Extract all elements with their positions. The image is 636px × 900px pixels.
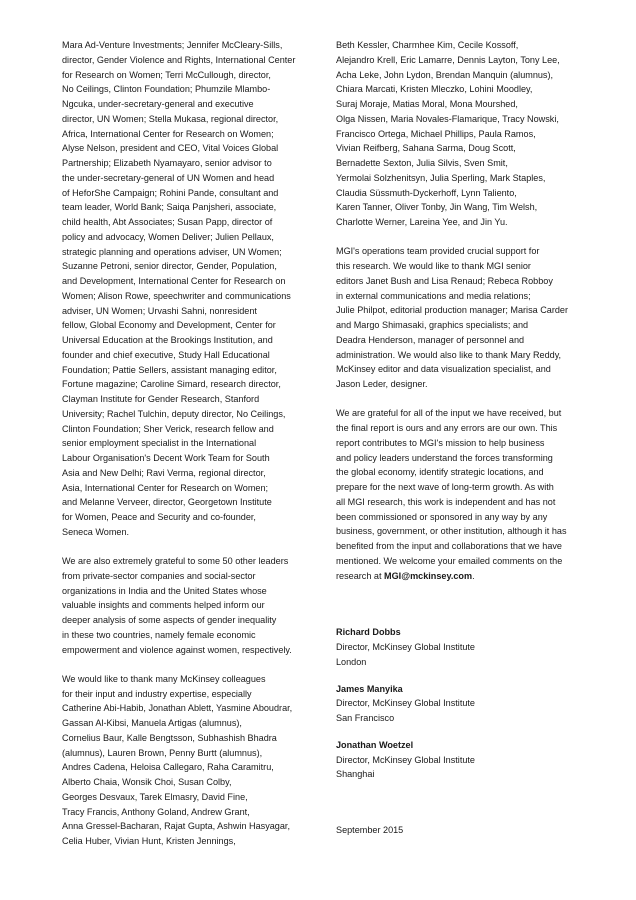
paragraph-partners xyxy=(62,38,330,540)
text-line: fellow, Global Economy and Development, Center for xyxy=(62,320,276,331)
paragraph-other-leaders xyxy=(62,554,330,657)
text-line: for their input and industry expertise, especially xyxy=(62,688,252,699)
text-line: and Development, International Center for Research on xyxy=(62,276,286,286)
text-line: Fortune magazine; Caroline Simard, research director, xyxy=(62,379,281,390)
text-line: Jason Leder, designer. xyxy=(336,379,428,389)
text-line: Chiara Marcati, Kristen Mleczko, Lohini Moodley, xyxy=(336,84,533,95)
text-line: Catherine Abi-Habib, Jonathan Ablett, Yasmine Aboudrar, xyxy=(62,703,293,714)
contact-email-link[interactable]: MGI@mckinsey.com xyxy=(384,570,473,581)
text-line: in these two countries, namely female economic xyxy=(62,629,256,640)
text-line: valuable insights and comments helped inform our xyxy=(62,600,265,611)
signatory-role: Director, McKinsey Global Institute xyxy=(336,754,475,765)
text-line: We are also extremely grateful to some 50 other leaders xyxy=(62,556,289,566)
text-line: Julie Philpot, editorial production manager; Marisa Carder xyxy=(336,305,569,316)
text-line: Olga Nissen, Maria Novales-Flamarique, Tracy Nowski, xyxy=(336,113,559,124)
text-line: prepare for the next wave of long-term growth. As with xyxy=(336,482,554,492)
left-column xyxy=(62,38,330,849)
text-line: deeper analysis of some aspects of gender inequality xyxy=(62,615,277,625)
text-line: Suraj Moraje, Matias Moral, Mona Mourshed, xyxy=(336,99,518,109)
text-line: Suzanne Petroni, senior director, Gender, Population, xyxy=(62,261,277,272)
right-column xyxy=(336,38,588,782)
signatory-name: Richard Dobbs xyxy=(336,627,401,638)
signatory-name: Jonathan Woetzel xyxy=(336,739,414,750)
disclaimer-last-line xyxy=(336,569,588,584)
signatory-role: Director, McKinsey Global Institute xyxy=(336,642,475,652)
text-line: Mara Ad-Venture Investments; Jennifer McCleary-Sills, xyxy=(62,40,283,50)
text-line: and policy leaders understand the forces transforming xyxy=(336,452,553,463)
text-line: Acha Leke, John Lydon, Brendan Manquin (alumnus), xyxy=(336,69,554,80)
signatory xyxy=(336,682,588,726)
text-line: this research. We would like to thank MGI senior xyxy=(336,261,531,271)
text-line: Universal Education at the Brookings Institution, and xyxy=(62,335,273,345)
disclaimer-period: . xyxy=(472,570,475,581)
text-line: for Women, Peace and Security and co-founder, xyxy=(62,512,256,522)
text-line: Anna Gressel-Bacharan, Rajat Gupta, Ashwin Hasyagar, xyxy=(62,821,290,832)
signatory xyxy=(336,738,588,782)
paragraph-colleagues-continued xyxy=(336,38,588,230)
text-line: Alberto Chaia, Wonsik Choi, Susan Colby, xyxy=(62,777,232,787)
text-line: We would like to thank many McKinsey colleagues xyxy=(62,673,266,684)
text-line: for Research on Women; Terri McCullough, director, xyxy=(62,69,271,80)
text-line: administration. We would also like to thank Mary Reddy, xyxy=(336,349,562,360)
text-line: team leader, World Bank; Saiqa Panjsheri, associate, xyxy=(62,202,277,213)
text-line: Gassan Al-Kibsi, Manuela Artigas (alumnus), xyxy=(62,718,242,728)
text-line: the global economy, identify strategic locations, and xyxy=(336,467,544,478)
text-line: and Margo Shimasaki, graphics specialists; and xyxy=(336,320,529,330)
text-line: empowerment and violence against women, respectively. xyxy=(62,644,292,655)
text-line: Yermolai Solzhenitsyn, Julia Sperling, Mark Staples, xyxy=(336,172,546,183)
text-line: Georges Desvaux, Tarek Elmasry, David Fine, xyxy=(62,791,248,802)
text-line: policy and advocacy, Women Deliver; Julien Pellaux, xyxy=(62,231,274,242)
text-line: Karen Tanner, Oliver Tonby, Jin Wang, Tim Welsh, xyxy=(336,202,538,213)
text-line: Clinton Foundation; Sher Verick, research fellow and xyxy=(62,423,274,434)
text-line: Deadra Henderson, manager of personnel and xyxy=(336,334,525,345)
signatory-block xyxy=(336,625,588,782)
signatory-name: James Manyika xyxy=(336,683,403,694)
signatory-city: San Francisco xyxy=(336,713,395,723)
text-line: Seneca Women. xyxy=(62,526,130,537)
text-line: Alyse Nelson, president and CEO, Vital Voices Global xyxy=(62,143,279,154)
text-line: and Melanne Verveer, director, Georgetown Institute xyxy=(62,497,272,508)
text-line: Claudia Süssmuth-Dyckerhoff, Lynn Taliento, xyxy=(336,187,517,198)
text-line: of HeforShe Campaign; Rohini Pande, consultant and xyxy=(62,187,279,198)
text-line: University; Rachel Tulchin, deputy director, No Ceilings, xyxy=(62,408,286,419)
signatory-city: Shanghai xyxy=(336,769,375,780)
text-line: Andres Cadena, Heloisa Callegaro, Raha Caramitru, xyxy=(62,762,274,773)
text-line: Beth Kessler, Charmhee Kim, Cecile Kossoff, xyxy=(336,40,519,50)
text-line: director, UN Women; Stella Mukasa, regional director, xyxy=(62,113,279,124)
text-line: No Ceilings, Clinton Foundation; Phumzile Mlambo- xyxy=(62,84,271,95)
text-line: We are grateful for all of the input we have received, but xyxy=(336,408,562,419)
text-line: child health, Abt Associates; Susan Papp, director of xyxy=(62,217,273,227)
text-line: from private-sector companies and social-sector xyxy=(62,570,256,581)
disclaimer-last-line-text: research at xyxy=(336,570,385,581)
paragraph-operations-team xyxy=(336,244,588,392)
text-line: adviser, UN Women; Urvashi Sahni, nonresident xyxy=(62,305,257,316)
text-line: Vivian Reifberg, Sahana Sarma, Doug Scott, xyxy=(336,143,516,154)
text-line: Bernadette Sexton, Julia Silvis, Sven Smit, xyxy=(336,158,508,168)
text-line: the final report is ours and any errors are our own. This xyxy=(336,423,558,433)
publication-date: September 2015 xyxy=(336,825,404,835)
text-line: MGI's operations team provided crucial support for xyxy=(336,246,540,257)
text-line: McKinsey editor and data visualization specialist, and xyxy=(336,364,551,375)
text-line: Asia and New Delhi; Ravi Verma, regional director, xyxy=(62,467,266,478)
text-line: Ngcuka, under-secretary-general and executive xyxy=(62,99,254,109)
text-line: Tracy Francis, Anthony Goland, Andrew Grant, xyxy=(62,806,250,817)
text-line: Celia Huber, Vivian Hunt, Kristen Jennings, xyxy=(62,836,236,846)
text-line: Africa, International Center for Research on Women; xyxy=(62,128,274,139)
text-line: strategic planning and operations adviser, UN Women; xyxy=(62,246,282,257)
text-line: Cornelius Baur, Kalle Bengtsson, Subhashish Bhadra xyxy=(62,732,277,743)
signatory-city: London xyxy=(336,656,367,667)
text-line: Labour Organisation's Decent Work Team for South xyxy=(62,453,270,463)
text-line: director, Gender Violence and Rights, International Center xyxy=(62,54,296,65)
text-line: Partnership; Elizabeth Nyamayaro, senior advisor to xyxy=(62,158,272,168)
signatory xyxy=(336,625,588,669)
text-line: (alumnus), Lauren Brown, Penny Burtt (alumnus), xyxy=(62,747,263,758)
text-line: Alejandro Krell, Eric Lamarre, Dennis Layton, Tony Lee, xyxy=(336,54,560,65)
text-line: Clayman Institute for Gender Research, Stanford xyxy=(62,394,260,404)
signatory-role: Director, McKinsey Global Institute xyxy=(336,698,475,709)
text-line: editors Janet Bush and Lisa Renaud; Rebeca Robboy xyxy=(336,275,553,286)
text-line: all MGI research, this work is independent and has not xyxy=(336,496,556,507)
text-line: in external communications and media relations; xyxy=(336,290,531,301)
text-line: Foundation; Pattie Sellers, assistant managing editor, xyxy=(62,364,277,375)
text-line: mentioned. We welcome your emailed comments on the xyxy=(336,555,563,566)
text-line: founder and chief executive, Study Hall Educational xyxy=(62,349,270,360)
text-line: Francisco Ortega, Michael Phillips, Paula Ramos, xyxy=(336,128,536,139)
text-line: senior employment specialist in the International xyxy=(62,438,257,449)
text-line: been commissioned or sponsored in any way by any xyxy=(336,511,548,522)
text-line: Women; Alison Rowe, speechwriter and communications xyxy=(62,290,291,301)
text-line: Asia, International Center for Research on Women; xyxy=(62,482,269,493)
text-line: business, government, or other institution, although it has xyxy=(336,526,567,537)
text-line: Charlotte Werner, Lareina Yee, and Jin Yu. xyxy=(336,217,508,227)
text-line: report contributes to MGI's mission to help business xyxy=(336,437,545,448)
text-line: the under-secretary-general of UN Women and head xyxy=(62,172,275,183)
paragraph-mckinsey-colleagues xyxy=(62,672,330,849)
text-line: organizations in India and the United States whose xyxy=(62,585,267,596)
text-line: benefited from the input and collaborations that we have xyxy=(336,541,562,551)
paragraph-disclaimer xyxy=(336,406,588,568)
